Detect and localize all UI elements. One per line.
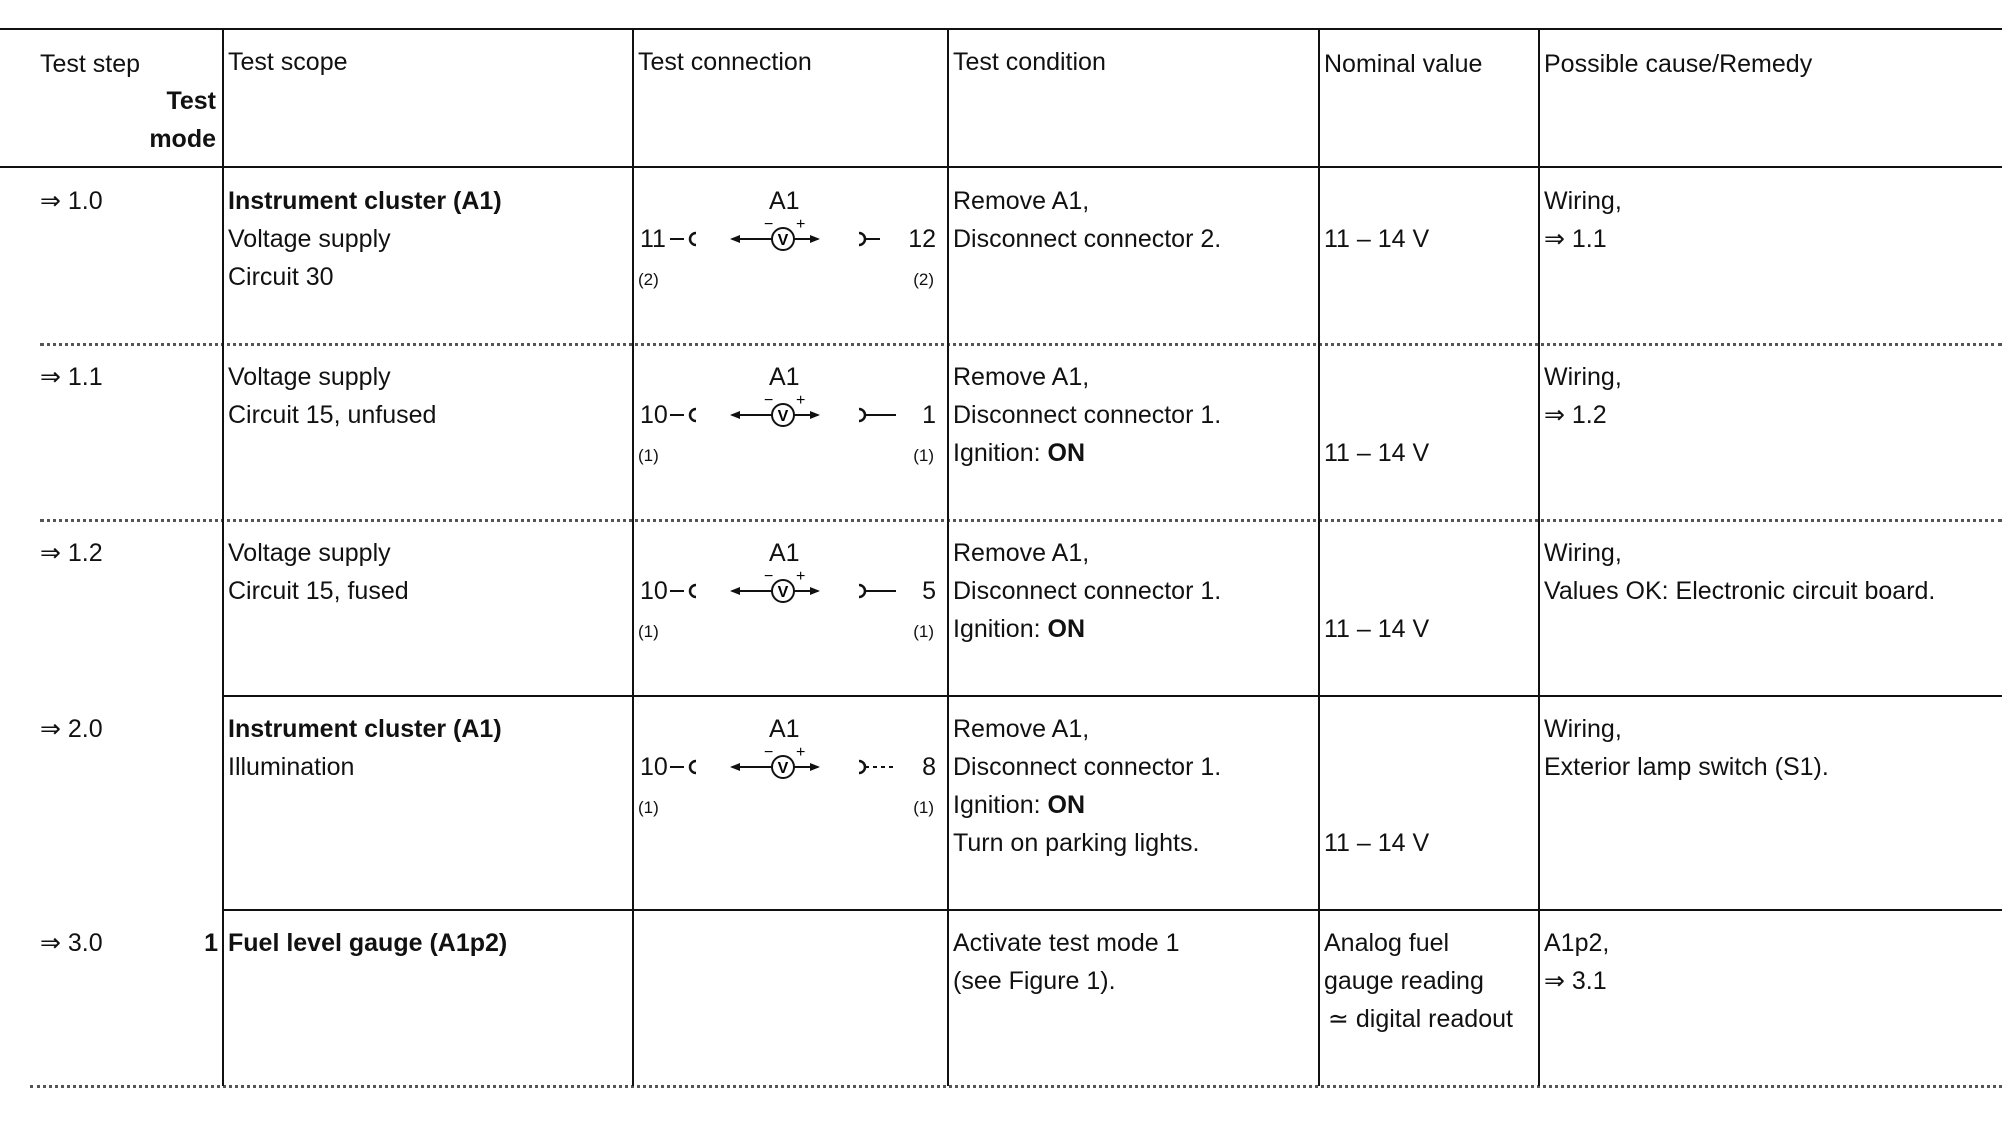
nominal-value-line: gauge reading	[1324, 967, 1484, 995]
right-pin-number: 8	[922, 753, 936, 781]
ignition-label: Ignition:	[953, 791, 1048, 819]
nominal-value-line: ≃ digital readout	[1328, 1005, 1513, 1033]
svg-text:V: V	[777, 408, 789, 425]
header-test-scope: Test scope	[228, 48, 348, 76]
remedy-line: Wiring,	[1544, 715, 1622, 743]
test-condition-line: Disconnect connector 2.	[953, 225, 1222, 253]
test-step: ⇒ 2.0	[40, 715, 103, 743]
left-connector-number: (1)	[638, 798, 659, 817]
test-condition-ignition	[953, 786, 1085, 824]
right-connector-number: (1)	[913, 446, 934, 465]
test-step: ⇒ 1.1	[40, 363, 103, 391]
component-label: A1	[769, 539, 800, 567]
test-condition-line: Disconnect connector 1.	[953, 753, 1222, 781]
left-connector-number: (2)	[638, 270, 659, 289]
test-scope-line: Circuit 15, unfused	[228, 401, 437, 429]
test-step: ⇒ 1.0	[40, 187, 103, 215]
row-divider	[40, 343, 2002, 346]
test-scope-line: Circuit 30	[228, 263, 334, 291]
header-test-mode-line2: mode	[149, 125, 216, 153]
voltmeter-symbol-icon	[634, 358, 946, 468]
right-pin-number: 1	[922, 401, 936, 429]
column-divider	[222, 28, 224, 1086]
svg-text:−: −	[764, 568, 774, 585]
left-connector-number: (1)	[638, 446, 659, 465]
nominal-value: 11 – 14 V	[1324, 615, 1430, 643]
test-connection-diagram	[634, 182, 946, 292]
test-scope-line: Voltage supply	[228, 539, 391, 567]
remedy-line: Exterior lamp switch (S1).	[1544, 753, 1829, 781]
test-scope-line: Instrument cluster (A1)	[228, 715, 502, 743]
voltmeter-symbol-icon	[634, 710, 946, 820]
test-scope-line: Circuit 15, fused	[228, 577, 409, 605]
header-test-mode-line1: Test	[166, 87, 216, 115]
column-divider	[1318, 28, 1320, 1086]
right-connector-number: (2)	[913, 270, 934, 289]
test-condition-line: Remove A1,	[953, 187, 1090, 215]
header-nominal-value: Nominal value	[1324, 50, 1483, 78]
ignition-state: ON	[1047, 791, 1086, 819]
test-condition-ignition	[953, 610, 1085, 648]
test-condition-line: Turn on parking lights.	[953, 829, 1200, 857]
test-scope-line: Voltage supply	[228, 225, 391, 253]
header-test-step: Test step	[40, 50, 141, 78]
right-connector-number: (1)	[913, 798, 934, 817]
remedy-line: Wiring,	[1544, 363, 1622, 391]
svg-text:+: +	[796, 568, 806, 585]
voltmeter-symbol-icon	[634, 182, 946, 292]
nominal-value: 11 – 14 V	[1324, 225, 1430, 253]
remedy-line: A1p2,	[1544, 929, 1610, 957]
voltmeter-symbol-icon	[634, 534, 946, 644]
ignition-label: Ignition:	[953, 615, 1048, 643]
test-connection-diagram	[634, 710, 946, 820]
test-mode: 1	[204, 929, 218, 957]
remedy-line: Values OK: Electronic circuit board.	[1544, 577, 1936, 605]
table-bottom-rule	[30, 1085, 2002, 1088]
test-step: ⇒ 1.2	[40, 539, 103, 567]
svg-text:V: V	[777, 584, 789, 601]
test-connection-diagram	[634, 534, 946, 644]
component-label: A1	[769, 715, 800, 743]
svg-text:−: −	[764, 744, 774, 761]
nominal-value-line: Analog fuel	[1324, 929, 1450, 957]
header-test-connection: Test connection	[638, 48, 812, 76]
svg-text:+: +	[796, 392, 806, 409]
column-divider	[947, 28, 949, 1086]
header-test-condition: Test condition	[953, 48, 1106, 76]
remedy-line: ⇒ 3.1	[1544, 967, 1607, 995]
nominal-value: 11 – 14 V	[1324, 439, 1430, 467]
test-condition-line: Remove A1,	[953, 715, 1090, 743]
right-pin-number: 12	[908, 225, 936, 253]
test-condition-line: (see Figure 1).	[953, 967, 1116, 995]
svg-text:−: −	[764, 392, 774, 409]
left-pin-number: 11	[640, 225, 666, 253]
left-connector-number: (1)	[638, 622, 659, 641]
right-connector-number: (1)	[913, 622, 934, 641]
row-divider	[222, 909, 2002, 911]
test-scope-line: Illumination	[228, 753, 355, 781]
test-condition-line: Activate test mode 1	[953, 929, 1180, 957]
test-scope-line: Voltage supply	[228, 363, 391, 391]
svg-text:+: +	[796, 744, 806, 761]
left-pin-number: 10	[640, 577, 668, 605]
test-condition-line: Disconnect connector 1.	[953, 577, 1222, 605]
svg-text:V: V	[777, 232, 789, 249]
component-label: A1	[769, 187, 800, 215]
left-pin-number: 10	[640, 401, 668, 429]
svg-text:+: +	[796, 216, 806, 233]
test-condition-line: Remove A1,	[953, 363, 1090, 391]
test-condition-line: Disconnect connector 1.	[953, 401, 1222, 429]
remedy-line: ⇒ 1.1	[1544, 225, 1607, 253]
ignition-state: ON	[1047, 439, 1086, 467]
table-top-rule	[0, 28, 2002, 30]
remedy-line: Wiring,	[1544, 187, 1622, 215]
svg-text:−: −	[764, 216, 774, 233]
left-pin-number: 10	[640, 753, 668, 781]
row-divider	[222, 695, 2002, 697]
nominal-value: 11 – 14 V	[1324, 829, 1430, 857]
header-possible-cause-remedy: Possible cause/Remedy	[1544, 50, 1813, 78]
right-pin-number: 5	[922, 577, 936, 605]
ignition-state: ON	[1047, 615, 1086, 643]
svg-text:V: V	[777, 760, 789, 777]
remedy-line: ⇒ 1.2	[1544, 401, 1607, 429]
remedy-line: Wiring,	[1544, 539, 1622, 567]
test-step: ⇒ 3.0	[40, 929, 103, 957]
column-divider	[1538, 28, 1540, 1086]
test-scope-line: Fuel level gauge (A1p2)	[228, 929, 508, 957]
component-label: A1	[769, 363, 800, 391]
test-condition-ignition	[953, 434, 1085, 472]
header-bottom-rule	[0, 166, 2002, 168]
test-connection-diagram	[634, 358, 946, 468]
test-scope-line: Instrument cluster (A1)	[228, 187, 502, 215]
row-divider	[40, 519, 2002, 522]
test-condition-line: Remove A1,	[953, 539, 1090, 567]
ignition-label: Ignition:	[953, 439, 1048, 467]
